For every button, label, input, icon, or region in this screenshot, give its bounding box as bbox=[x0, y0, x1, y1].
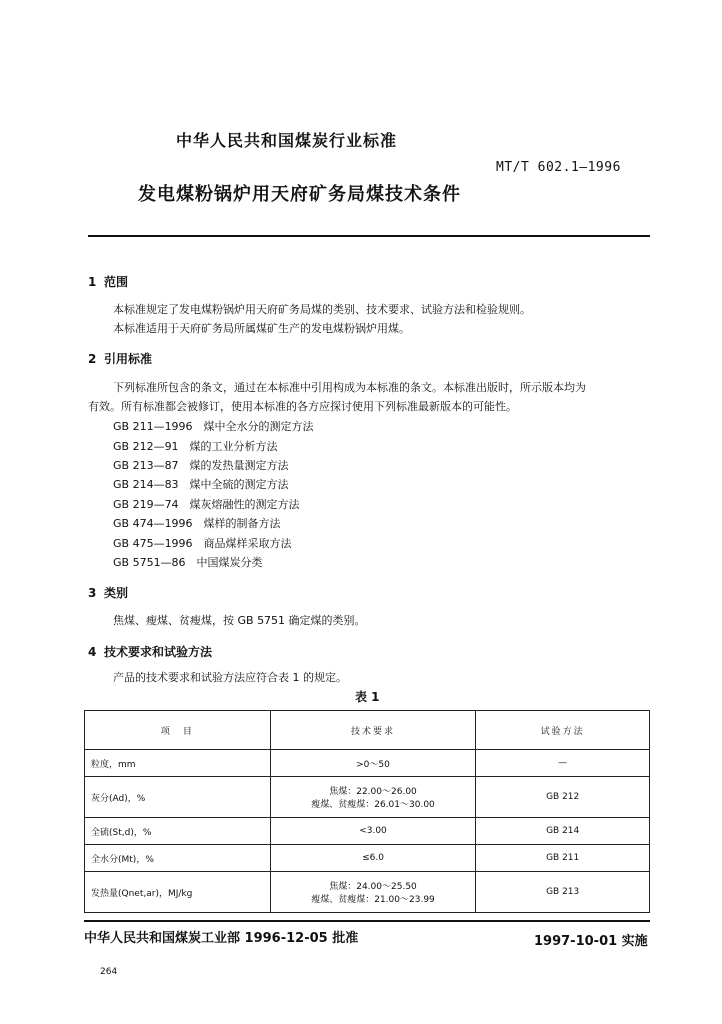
section-2-heading bbox=[88, 350, 152, 367]
reference-gb213: GB 213—87 煤的发热量测定方法 bbox=[113, 459, 289, 472]
section-4-number: 4 bbox=[88, 645, 97, 659]
section-3-title: 类别 bbox=[104, 586, 129, 600]
approval-line: 中华人民共和国煤炭工业部 1996-12-05 批准 bbox=[84, 931, 359, 946]
reference-gb212: GB 212—91 煤的工业分析方法 bbox=[113, 440, 278, 453]
section-4-title: 技术要求和试验方法 bbox=[104, 645, 213, 659]
document-title: 发电煤粉锅炉用天府矿务局煤技术条件 bbox=[138, 184, 461, 205]
reference-gb214: GB 214—83 煤中全硫的测定方法 bbox=[113, 478, 289, 491]
requirement-line-2: 瘦煤、贫瘦煤：26.01～30.00 bbox=[311, 800, 435, 810]
header-divider bbox=[88, 235, 650, 237]
table-row bbox=[85, 872, 650, 913]
table-row bbox=[85, 777, 650, 818]
row-requirement bbox=[270, 872, 476, 913]
section-1-heading bbox=[88, 273, 128, 290]
table-row bbox=[85, 818, 650, 845]
row-requirement: <3.00 bbox=[270, 818, 476, 845]
row-method: GB 214 bbox=[476, 818, 650, 845]
row-requirement bbox=[270, 777, 476, 818]
effective-date: 1997-10-01 实施 bbox=[534, 934, 648, 949]
section-4-text: 产品的技术要求和试验方法应符合表 1 的规定。 bbox=[113, 671, 347, 684]
table-row bbox=[85, 845, 650, 872]
table-header-row bbox=[85, 711, 650, 750]
requirement-line-2: 瘦煤、贫瘦煤：21.00～23.99 bbox=[311, 895, 435, 905]
section-2-number: 2 bbox=[88, 352, 97, 366]
row-item: 发热量(Qnet,ar)，MJ/kg bbox=[85, 872, 271, 913]
table-caption: 表 1 bbox=[355, 690, 380, 704]
row-requirement: ≤6.0 bbox=[270, 845, 476, 872]
requirement-line-1: 焦煤：22.00～26.00 bbox=[329, 787, 417, 797]
section-3-number: 3 bbox=[88, 586, 97, 600]
row-method: GB 213 bbox=[476, 872, 650, 913]
issuing-organization: 中华人民共和国煤炭行业标准 bbox=[176, 131, 398, 150]
header-requirement: 技术要求 bbox=[270, 711, 476, 750]
table-row bbox=[85, 750, 650, 777]
standard-code: MT/T 602.1—1996 bbox=[496, 160, 621, 175]
header-test-method: 试验方法 bbox=[476, 711, 650, 750]
section-2-intro-line-2: 有效。所有标准都会被修订，使用本标准的各方应探讨使用下列标准最新版本的可能性。 bbox=[88, 400, 517, 413]
reference-gb475: GB 475—1996 商品煤样采取方法 bbox=[113, 537, 292, 550]
section-1-title: 范围 bbox=[104, 275, 129, 289]
specification-table bbox=[84, 710, 650, 913]
section-1-number: 1 bbox=[88, 275, 97, 289]
row-item: 全硫(St,d)，% bbox=[85, 818, 271, 845]
row-requirement: >0～50 bbox=[270, 750, 476, 777]
reference-gb211: GB 211—1996 煤中全水分的测定方法 bbox=[113, 420, 314, 433]
section-1-paragraph-1: 本标准规定了发电煤粉锅炉用天府矿务局煤的类别、技术要求、试验方法和检验规则。 bbox=[113, 303, 531, 316]
reference-gb219: GB 219—74 煤灰熔融性的测定方法 bbox=[113, 498, 300, 511]
row-item: 粒度，mm bbox=[85, 750, 271, 777]
row-item: 全水分(Mt)，% bbox=[85, 845, 271, 872]
header-item: 项 目 bbox=[85, 711, 271, 750]
section-3-heading bbox=[88, 584, 128, 601]
row-method: — bbox=[476, 750, 650, 777]
section-2-intro-line-1: 下列标准所包含的条文，通过在本标准中引用构成为本标准的条文。本标准出版时，所示版本均为 bbox=[113, 381, 586, 394]
section-4-heading bbox=[88, 643, 212, 660]
footer-divider bbox=[84, 920, 650, 922]
reference-gb474: GB 474—1996 煤样的制备方法 bbox=[113, 517, 281, 530]
reference-gb5751: GB 5751—86 中国煤炭分类 bbox=[113, 556, 263, 569]
section-3-text: 焦煤、瘦煤、贫瘦煤，按 GB 5751 确定煤的类别。 bbox=[113, 614, 366, 627]
requirement-line-1: 焦煤：24.00～25.50 bbox=[329, 882, 417, 892]
row-method: GB 212 bbox=[476, 777, 650, 818]
section-1-paragraph-2: 本标准适用于天府矿务局所属煤矿生产的发电煤粉锅炉用煤。 bbox=[113, 322, 410, 335]
section-2-title: 引用标准 bbox=[104, 352, 153, 366]
row-item: 灰分(Ad)，% bbox=[85, 777, 271, 818]
row-method: GB 211 bbox=[476, 845, 650, 872]
page-number: 264 bbox=[100, 967, 118, 977]
